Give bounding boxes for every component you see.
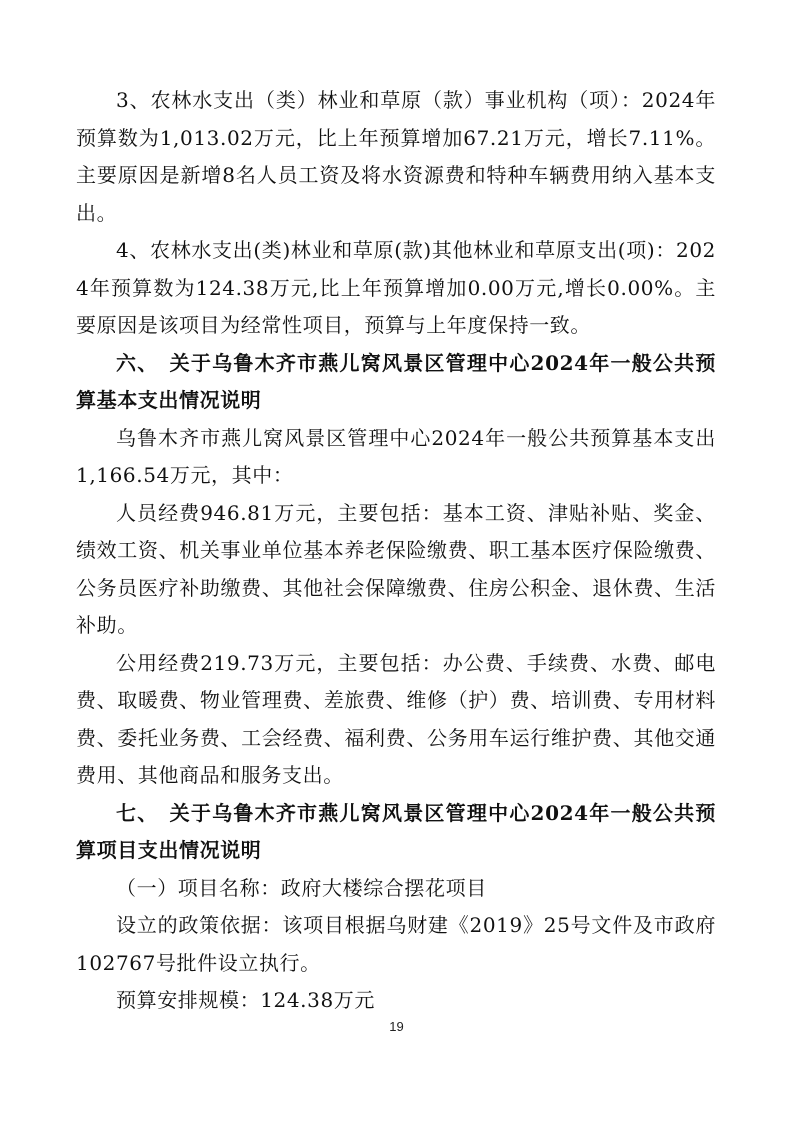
section-heading-seven: 七、 关于乌鲁木齐市燕儿窝风景区管理中心2024年一般公共预算项目支出情况说明 [76,800,716,862]
paragraph-forestry-institutions: 3、农林水支出（类）林业和草原（款）事业机构（项）：2024年预算数为1,013.02万元，比上年预算增加67.21万元，增长7.11%。主要原因是新增8名人员工资及将水资源费和特种车辆费用纳入基本支出。 [76,88,716,225]
paragraph-budget-scale: 预算安排规模：124.38万元 [116,988,375,1012]
section-heading-six: 六、 关于乌鲁木齐市燕儿窝风景区管理中心2024年一般公共预算基本支出情况说明 [76,350,716,412]
paragraph-basic-expenditure-total: 乌鲁木齐市燕儿窝风景区管理中心2024年一般公共预算基本支出1,166.54万元，其中： [76,425,716,487]
paragraph-public-expenses: 公用经费219.73万元，主要包括：办公费、手续费、水费、邮电费、取暖费、物业管理费、差旅费、维修（护）费、培训费、专用材料费、委托业务费、工会经费、福利费、公务用车运行维护费、其他交通费用、其他商品和服务支出。 [76,650,716,787]
paragraph-personnel-expenses: 人员经费946.81万元，主要包括：基本工资、津贴补贴、奖金、绩效工资、机关事业单位基本养老保险缴费、职工基本医疗保险缴费、公务员医疗补助缴费、其他社会保障缴费、住房公积金、退休费、生活补助。 [76,500,716,637]
paragraph-project-name: （一）项目名称：政府大楼综合摆花项目 [116,875,487,900]
page-number: 19 [389,1019,404,1034]
paragraph-other-forestry-expenditure: 4、农林水支出(类)林业和草原(款)其他林业和草原支出(项)：2024年预算数为124.38万元,比上年预算增加0.00万元,增长0.00%。主要原因是该项目为经常性项目，预算与上年度保持一致。 [76,238,716,337]
paragraph-policy-basis: 设立的政策依据：该项目根据乌财建《2019》25号文件及市政府102767号批件设立执行。 [76,913,716,975]
document-body [76,82,716,1020]
